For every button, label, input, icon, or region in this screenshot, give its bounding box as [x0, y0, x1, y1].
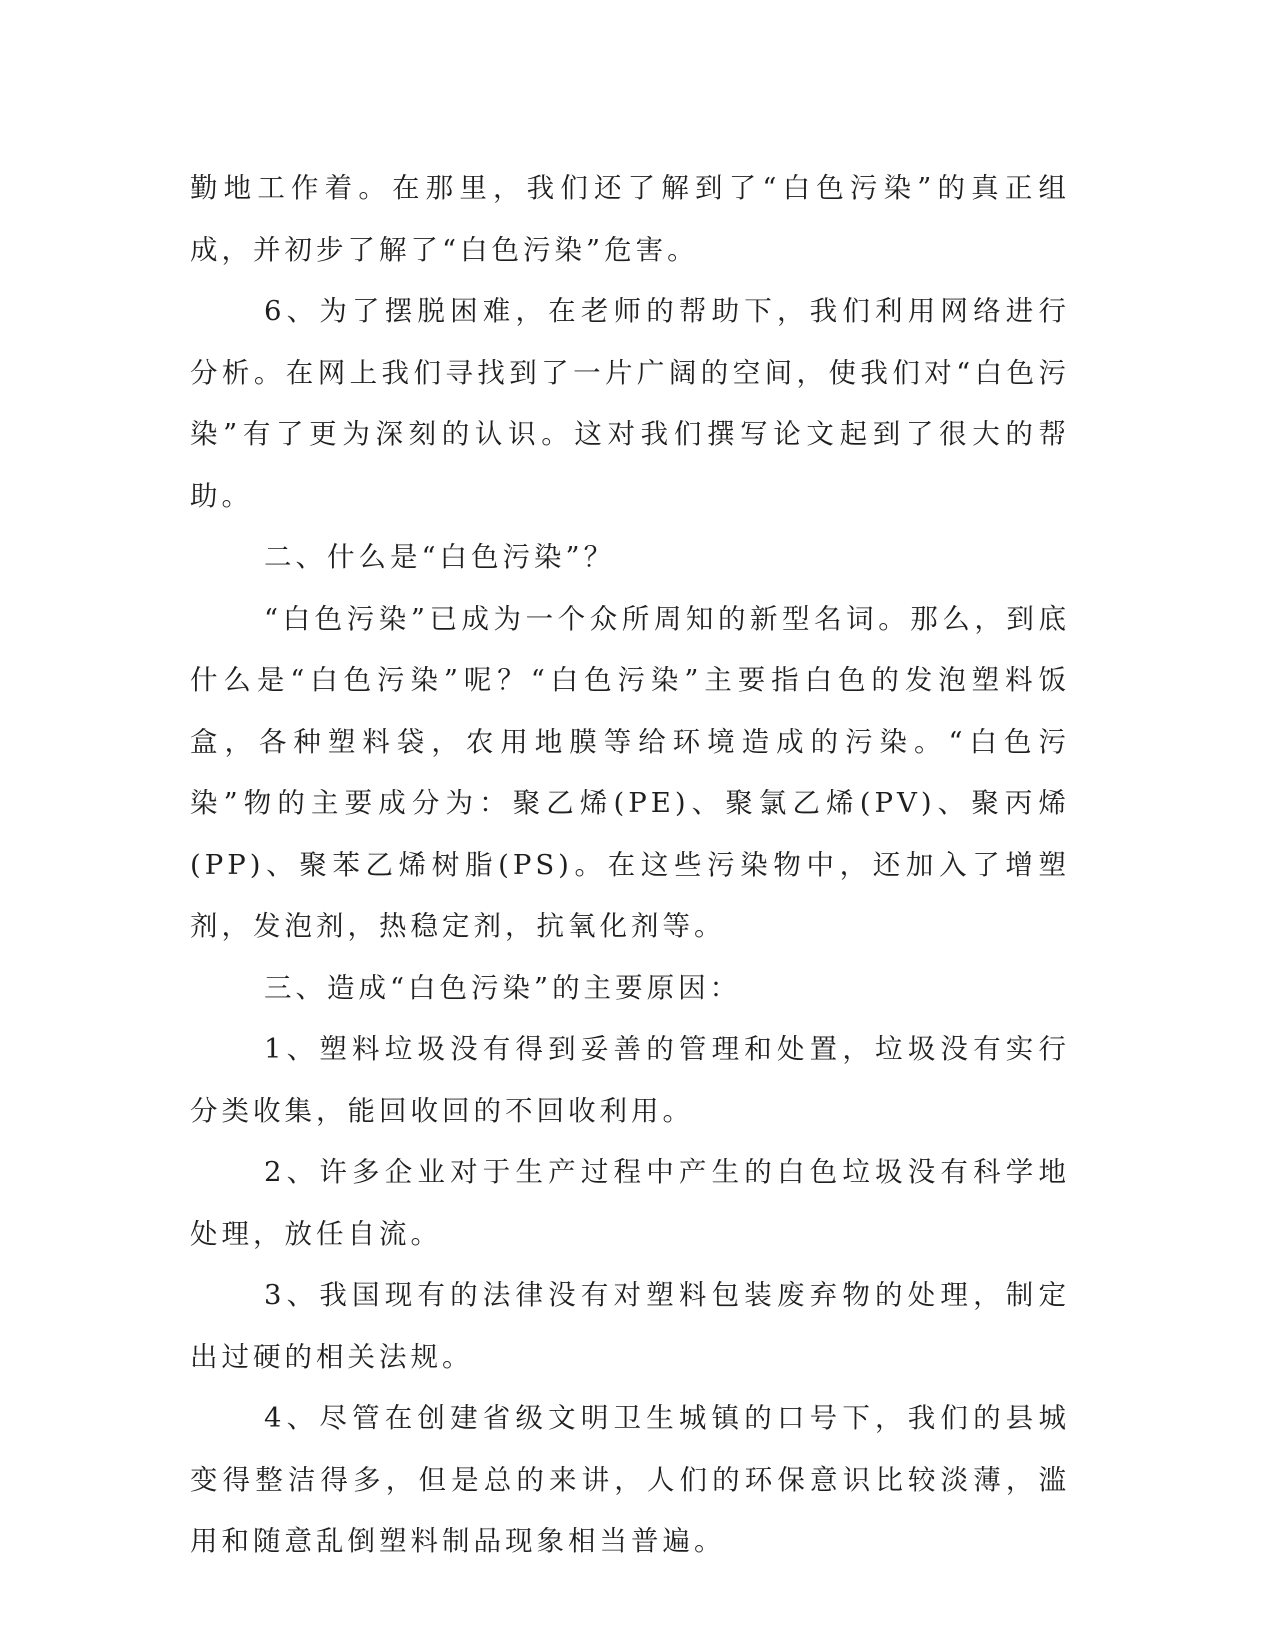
document-body — [190, 158, 1070, 1573]
paragraph-item-6: 6、为了摆脱困难，在老师的帮助下，我们利用网络进行分析。在网上我们寻找到了一片广阔的空间，使我们对“白色污染”有了更为深刻的认识。这对我们撰写论文起到了很大的帮助。 — [190, 295, 1070, 512]
paragraph-reason-1: 1、塑料垃圾没有得到妥善的管理和处置，垃圾没有实行分类收集，能回收回的不回收利用。 — [190, 1033, 1070, 1127]
paragraph-reason-4: 4、尽管在创建省级文明卫生城镇的口号下，我们的县城变得整洁得多，但是总的来讲，人们的环保意识比较淡薄，滥用和随意乱倒塑料制品现象相当普遍。 — [190, 1402, 1070, 1557]
paragraph-reason-2: 2、许多企业对于生产过程中产生的白色垃圾没有科学地处理，放任自流。 — [190, 1156, 1070, 1250]
paragraph-continuation: 勤地工作着。在那里，我们还了解到了“白色污染”的真正组成，并初步了解了“白色污染”危害。 — [190, 172, 1070, 266]
paragraph-reason-3: 3、我国现有的法律没有对塑料包装废弃物的处理，制定出过硬的相关法规。 — [190, 1279, 1070, 1373]
section-heading-2: 二、什么是“白色污染”？ — [264, 541, 616, 573]
paragraph-definition: “白色污染”已成为一个众所周知的新型名词。那么，到底什么是“白色污染”呢？“白色污染”主要指白色的发泡塑料饭盒，各种塑料袋，农用地膜等给环境造成的污染。“白色污染”物的主要成分为：聚乙烯(PE)、聚氯乙烯(PV)、聚丙烯(PP)、聚苯乙烯树脂(PS)。在这些污染物中，还加入了增塑剂，发泡剂，热稳定剂，抗氧化剂等。 — [190, 602, 1070, 942]
section-heading-3: 三、造成“白色污染”的主要原因： — [264, 971, 742, 1004]
